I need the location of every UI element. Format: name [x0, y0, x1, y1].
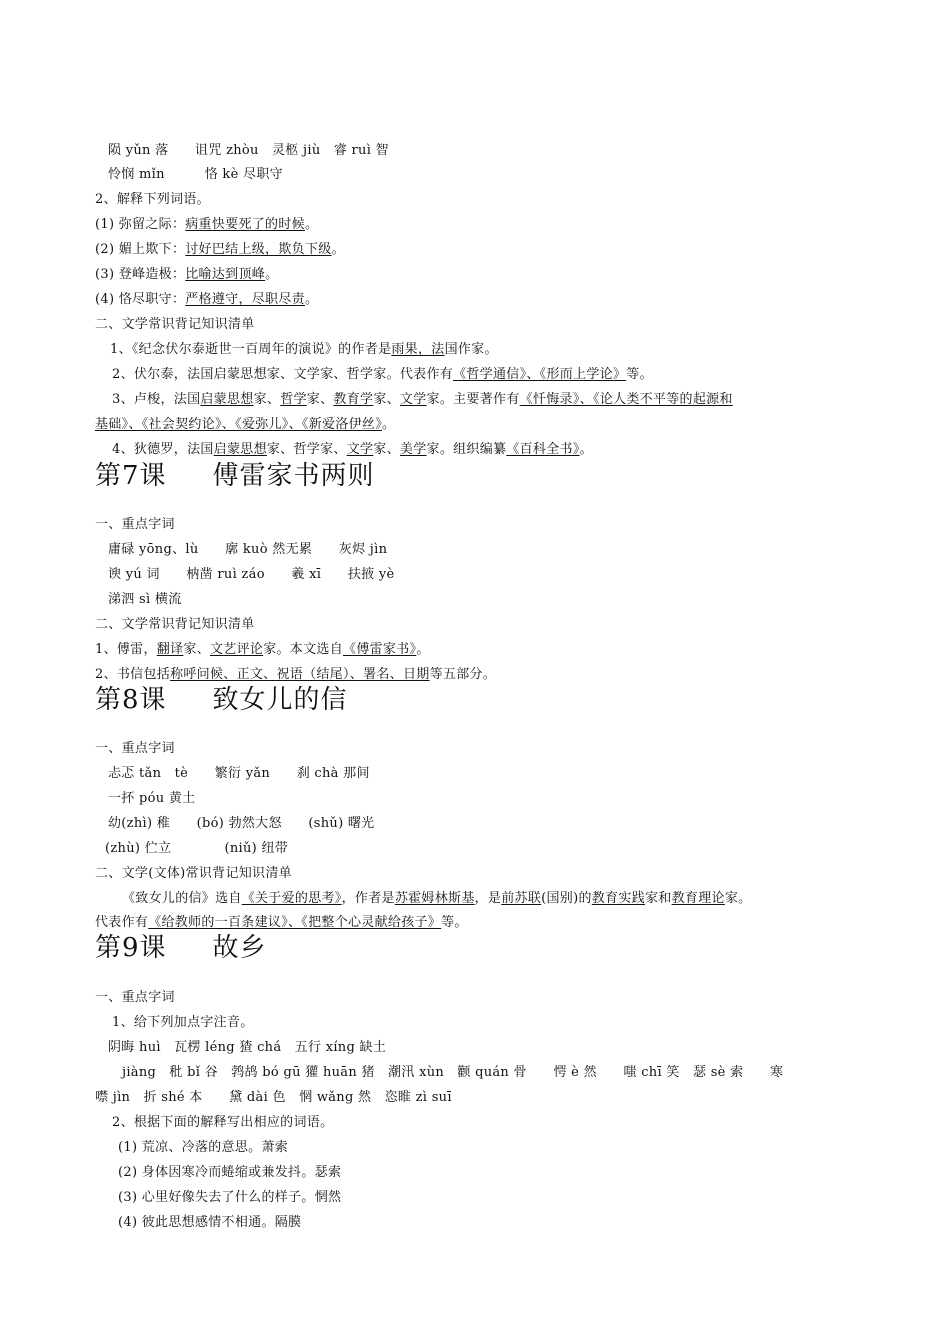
l6-literature-item-1: 1、《纪念伏尔泰逝世一百周年的演说》的作者是雨果，法国作家。	[110, 342, 498, 357]
l7-words-2: 谀 yú 词 枘凿 ruì záo 羲 xī 扶掖 yè	[108, 567, 395, 582]
l8-knowledge-1: 《致女儿的信》选自《关于爱的思考》，作者是苏霍姆林斯基，是前苏联(国别)的教育实践家和教育理论家。	[122, 891, 752, 906]
l9-explanation-4: (4) 彼此思想感情不相通。隔膜	[118, 1215, 302, 1230]
l7-words-1: 庸碌 yōng、lù 廓 kuò 然无累 灰烬 jìn	[108, 542, 388, 557]
l9-explanation-3: (3) 心里好像失去了什么的样子。惘然	[118, 1190, 342, 1205]
l9-words-3: 噤 jìn 折 shé 本 黛 dài 色 惘 wǎng 然 恣睢 zì suī	[95, 1090, 452, 1105]
l6-definition-1: (1) 弥留之际：病重快要死了的时候。	[95, 217, 319, 232]
l7-knowledge-1: 1、傅雷，翻译家、文艺评论家。本文选自《傅雷家书》。	[95, 642, 430, 657]
l6-literature-item-2: 2、伏尔泰，法国启蒙思想家、文学家、哲学家。代表作有《哲学通信》、《形而上学论》等。	[112, 367, 653, 382]
l8-words-2: 一抔 póu 黄土	[108, 791, 196, 806]
l6-literature-item-3-cont: 基础》、《社会契约论》、《爱弥儿》、《新爱洛伊丝》。	[95, 417, 396, 432]
lesson-9-title: 第9课 故乡	[95, 933, 267, 963]
l9-section-1: 一、重点字词	[95, 990, 175, 1005]
l6-definition-3: (3) 登峰造极：比喻达到顶峰。	[95, 267, 279, 282]
l6-question-2: 2、解释下列词语。	[95, 192, 210, 207]
lesson-7-title: 第7课 傅雷家书两则	[95, 461, 375, 491]
l9-words-1: 阴晦 huì 瓦楞 léng 猹 chá 五行 xíng 缺土	[108, 1040, 387, 1055]
l6-chars-line-2: 怜悯 mǐn 恪 kè 尽职守	[108, 167, 283, 182]
l8-section-1: 一、重点字词	[95, 741, 175, 756]
l6-definition-2: (2) 媚上欺下：讨好巴结上级，欺负下级。	[95, 242, 345, 257]
l8-words-1: 忐忑 tǎn tè 繁衍 yǎn 刹 chà 那间	[108, 766, 370, 781]
l8-words-3: 幼(zhì) 稚 (bó) 勃然大怒 (shǔ) 曙光	[108, 816, 375, 831]
l9-words-2: jiàng 秕 bǐ 谷 鹁鸪 bó gū 獾 huān 猪 潮汛 xùn 颧 quán 骨 愕 è 然 嗤 chī 笑 瑟 sè 索 寒	[122, 1065, 784, 1080]
l6-literature-item-3: 3、卢梭，法国启蒙思想家、哲学家、教育学家、文学家。主要著作有《忏悔录》、《论人类不平等的起源和	[112, 392, 733, 407]
l9-explanation-1: (1) 荒凉、冷落的意思。萧索	[118, 1140, 289, 1155]
l8-knowledge-2: 代表作有《给教师的一百条建议》、《把整个心灵献给孩子》等。	[95, 915, 468, 930]
l6-chars-line-1: 陨 yǔn 落 诅咒 zhòu 灵柩 jiù 睿 ruì 智	[108, 143, 389, 158]
l8-section-2: 二、文学(文体)常识背记知识清单	[95, 866, 292, 881]
l6-literature-heading: 二、文学常识背记知识清单	[95, 317, 255, 332]
l9-question-2: 2、根据下面的解释写出相应的词语。	[112, 1115, 334, 1130]
l7-section-1: 一、重点字词	[95, 517, 175, 532]
l7-section-2: 二、文学常识背记知识清单	[95, 617, 255, 632]
l7-words-3: 涕泗 sì 横流	[108, 592, 182, 607]
l9-question-1: 1、给下列加点字注音。	[112, 1015, 254, 1030]
l6-definition-4: (4) 恪尽职守：严格遵守，尽职尽责。	[95, 292, 319, 307]
l6-literature-item-4: 4、狄德罗，法国启蒙思想家、哲学家、文学家、美学家。组织编纂《百科全书》。	[112, 442, 593, 457]
l7-knowledge-2: 2、书信包括称呼问候、正文、祝语（结尾）、署名、日期等五部分。	[95, 667, 497, 682]
l8-words-4: (zhù) 伫立 (niǔ) 纽带	[105, 841, 289, 856]
l9-explanation-2: (2) 身体因寒冷而蜷缩或兼发抖。瑟索	[118, 1165, 342, 1180]
lesson-8-title: 第8课 致女儿的信	[95, 685, 348, 715]
